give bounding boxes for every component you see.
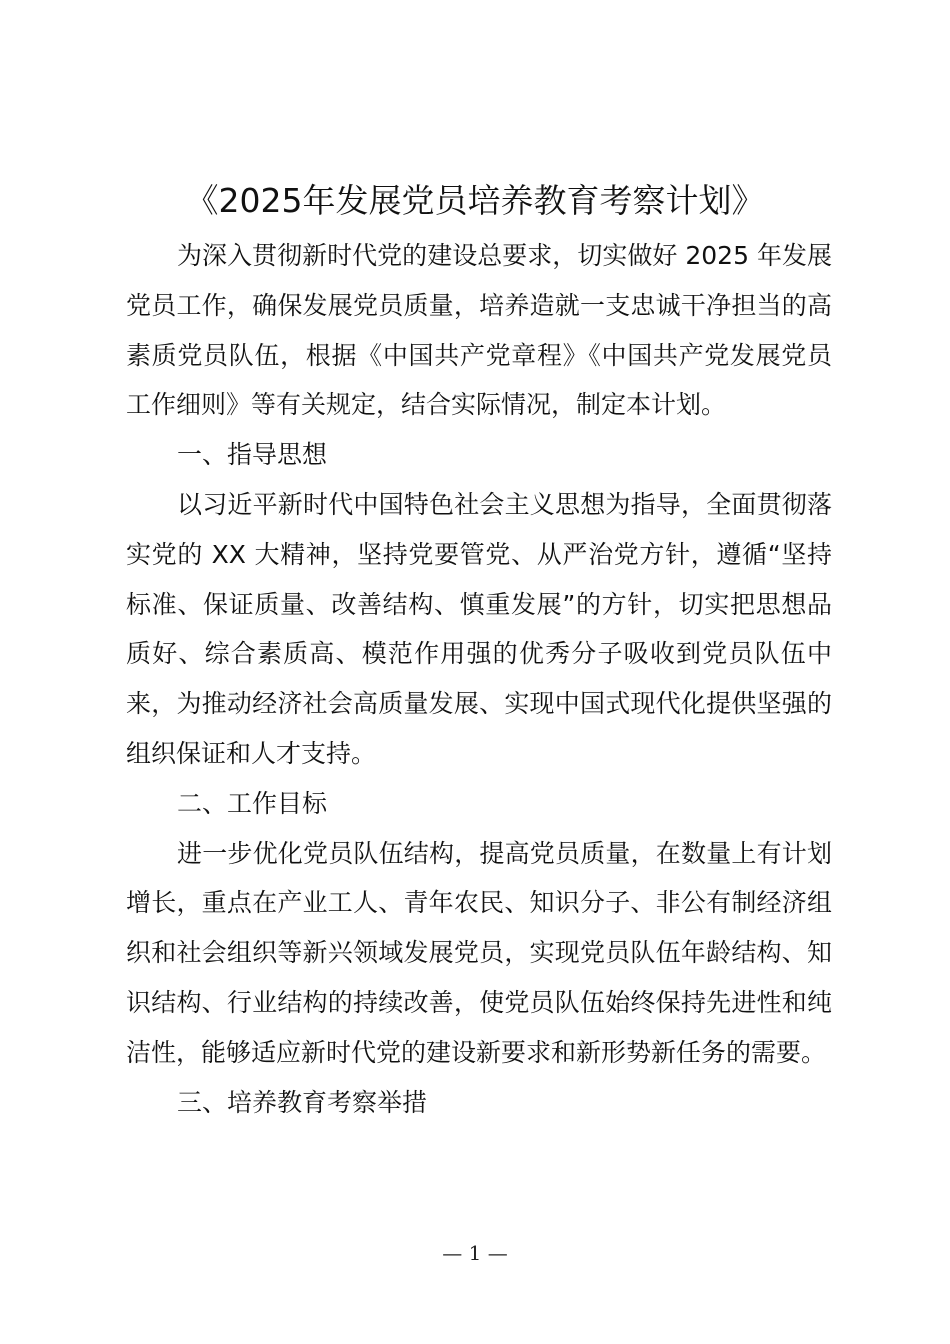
section-heading-work-goals: 二、工作目标 [177, 788, 328, 818]
section-heading-guiding-ideology: 一、指导思想 [177, 440, 328, 470]
intro-paragraph: 为深入贯彻新时代党的建设总要求，切实做好 2025 年发展党员工作，确保发展党员质量，培养造就一支忠诚干净担当的高素质党员队伍，根据《中国共产党章程》《中国共产党发展党员工作细则》等有关规定，结合实际情况，制定本计划。 [126, 241, 832, 420]
work-goals-paragraph: 进一步优化党员队伍结构，提高党员质量，在数量上有计划增长，重点在产业工人、青年农民、知识分子、非公有制经济组织和社会组织等新兴领域发展党员，实现党员队伍年龄结构、知识结构、行业结构的持续改善，使党员队伍始终保持先进性和纯洁性，能够适应新时代党的建设新要求和新形势新任务的需要。 [126, 838, 832, 1067]
document-body [126, 231, 832, 1127]
guiding-ideology-paragraph: 以习近平新时代中国特色社会主义思想为指导，全面贯彻落实党的 XX 大精神，坚持党要管党、从严治党方针，遵循“坚持标准、保证质量、改善结构、慎重发展”的方针，切实把思想品质好、综合素质高、模范作用强的优秀分子吸收到党员队伍中来，为推动经济社会高质量发展、实现中国式现代化提供坚强的组织保证和人才支持。 [126, 489, 832, 768]
section-heading-measures: 三、培养教育考察举措 [177, 1087, 428, 1117]
document-title: 《2025年发展党员培养教育考察计划》 [185, 181, 765, 220]
page-number: — 1 — [442, 1241, 508, 1265]
